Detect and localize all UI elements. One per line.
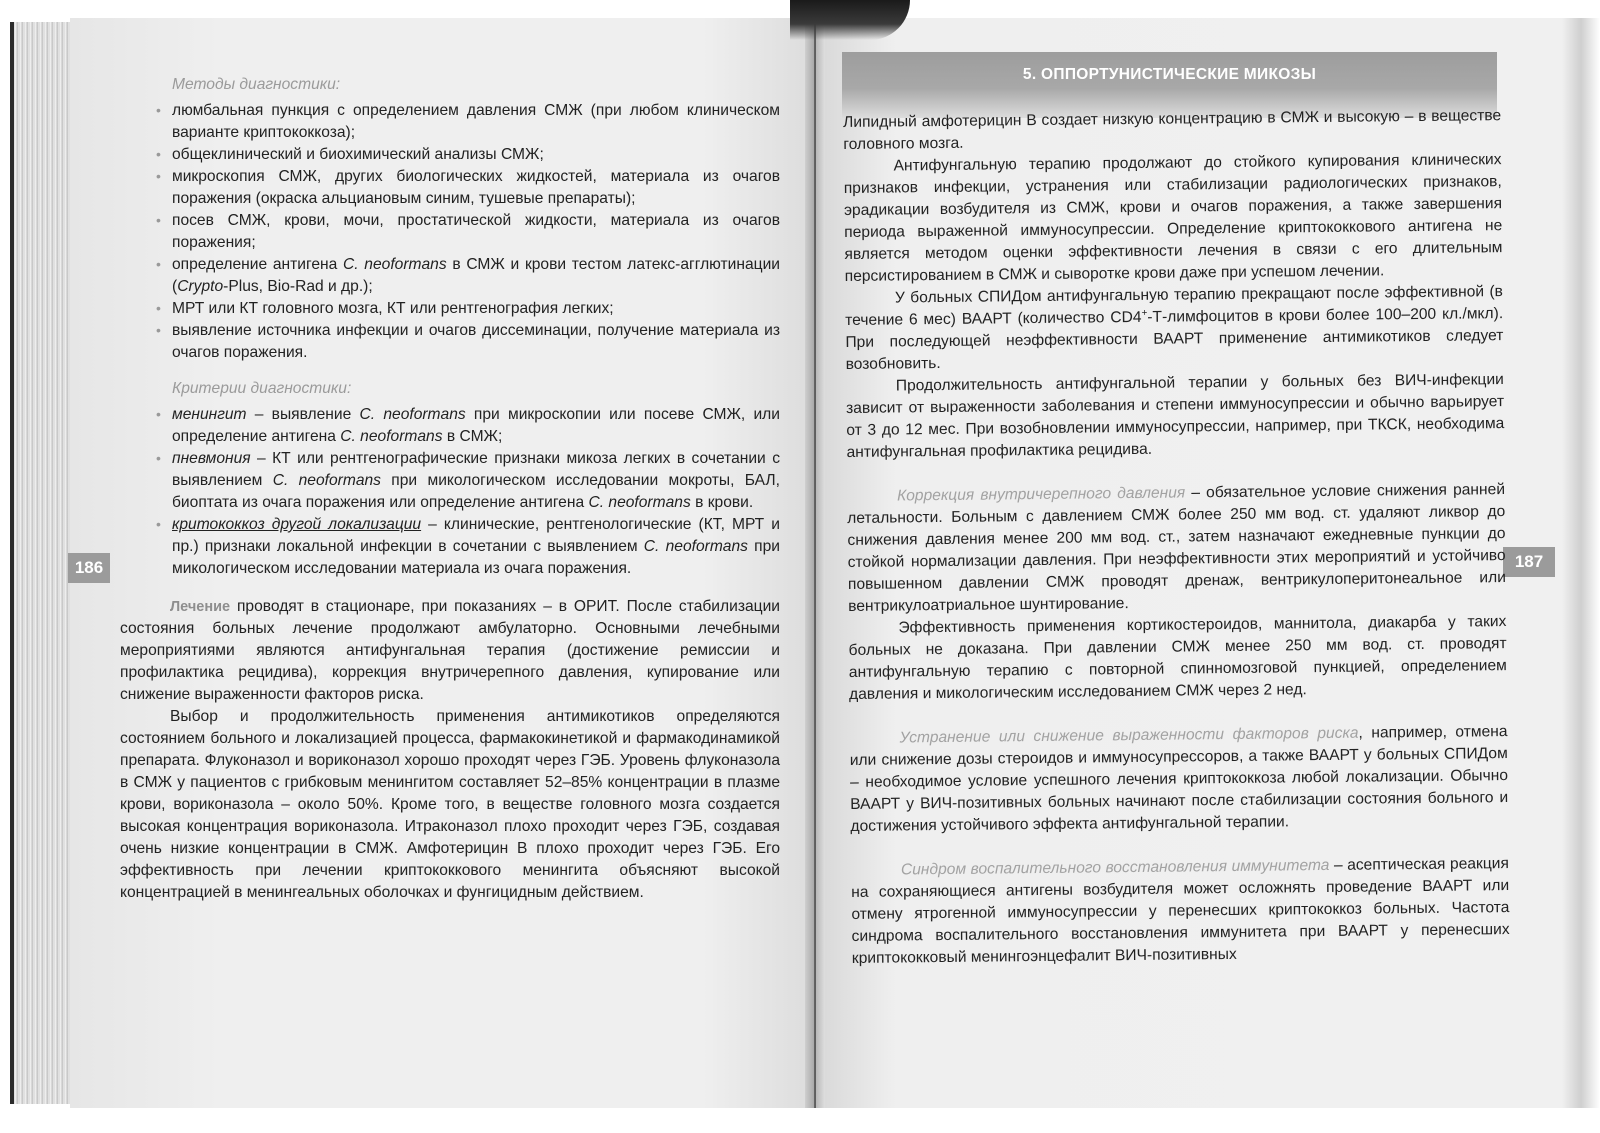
paragraph: Липидный амфотерицин В создает низкую концентрацию в СМЖ и высокую – в веществе головного мозга.	[843, 107, 1502, 153]
list-item: • микроскопия СМЖ, других биологических жидкостей, материала из очагов поражения (окраска альциановым синим, тушевые препараты);	[172, 166, 780, 210]
criteria-meningitis: • менингит – выявление C. neoformans при микроскопии или посеве СМЖ, или определение антигена C. neoformans в СМЖ;	[172, 404, 780, 448]
paragraph: У больных СПИДом антифунгальную терапию прекращают после эффективной (в течение 6 мес) ВААРТ (количество CD4+-Т-лимфоцитов в крови более 100–200 кл./мкл). При последующей неэффективности ВААРТ применение антимикотиков следует возобновить.	[845, 283, 1504, 373]
page-number-left: 186	[68, 553, 110, 583]
criteria-heading: Критерии диагностики:	[172, 380, 352, 397]
list-item: • посев СМЖ, крови, мочи, простатической жидкости, материала из очагов поражения;	[172, 210, 780, 254]
paragraph: Коррекция внутричерепного давления – обязательное условие снижения ранней летальности. Больным с давлением СМЖ более 250 мм вод. ст. удаляют ликвор до снижения давления менее 200 мм вод. ст., затем назначают ежедневные пункции до стойкой нормализации давления. При неэффективности этих мероприятий и устойчиво повышенном давлении СМЖ проводят дренаж, вентрикулоперитонеальное или вентрикулоатриальное шунтирование.	[847, 481, 1507, 615]
paragraph: Продолжительность антифунгальной терапии у больных без ВИЧ-инфекции зависит от выраженности заболевания и степени иммуносупрессии и обычно варьирует от 3 до 12 мес. При возобновлении иммуносупрессии, например, при ТКСК, необходима антифунгальная профилактика рецидива.	[846, 371, 1505, 461]
list-item: • общеклинический и биохимический анализы СМЖ;	[172, 144, 780, 166]
right-edge	[1562, 18, 1600, 1108]
criteria-other: • критококкоз другой локализации – клинические, рентгенологические (КТ, МРТ и пр.) признаки локальной инфекции в сочетании с выявлением C. neoformans при микологическом исследовании материала из очага поражения.	[172, 514, 780, 580]
criteria-pneumonia: • пневмония – КТ или рентгенографические признаки микоза легких в сочетании с выявлением C. neoformans при микологическом исследовании мокроты, БАЛ, биоптата из очага поражения или определение антигена C. neoformans в крови.	[172, 448, 780, 514]
page-edges	[14, 22, 70, 1104]
chapter-title: 5. ОППОРТУНИСТИЧЕСКИЕ МИКОЗЫ	[1022, 66, 1317, 83]
list-item: • выявление источника инфекции и очагов диссеминации, получение материала из очагов поражения.	[172, 320, 780, 364]
criteria-list	[120, 404, 780, 580]
paragraph: Антифунгальную терапию продолжают до стойкого купирования клинических признаков инфекции, устранения или стабилизации радиологических признаков, эрадикации возбудителя из СМЖ, крови и очагов поражения, а также завершения периода выраженной иммуносупрессии. Определение криптококкового антигена не является методом оценки эффективности лечения в связи с его длительным персистированием в СМЖ и сыворотке крови даже при успешом лечении.	[843, 151, 1503, 285]
methods-list	[120, 100, 780, 364]
page-number-right: 187	[1503, 547, 1555, 577]
choice-paragraph: Выбор и продолжительность применения антимикотиков определяются состоянием больного и локализацией процесса, фармакокинетикой и фармакодинамикой препарата. Флуконазол и вориконазол хорошо проходят через ГЭБ. Уровень флуконазола в СМЖ у пациентов с грибковым менингитом составляет 52–85% концентрации в плазме крови, вориконазола – около 50%. Кроме того, в веществе головного мозга создается высокая концентрация вориконазола. Итраконазол плохо проходит через ГЭБ, создавая очень низкие концентрации в СМЖ. Амфотерицин В плохо проходит через ГЭБ. Его эффективность при лечении криптококкового менингита объясняют высокой концентрацией в менингеальных оболочках и фунгицидным действием.	[120, 708, 780, 901]
methods-heading: Методы диагностики:	[172, 76, 341, 93]
treatment-paragraph: Лечение проводят в стационаре, при показаниях – в ОРИТ. После стабилизации состояния больных лечение продолжают амбулаторно. Основными лечебными мероприятиями являются антифунгальная терапия (достижение ремиссии и профилактика рецидива), коррекция внутричерепного давления, купирование или снижение выраженности факторов риска.	[120, 598, 780, 703]
list-item: • МРТ или КТ головного мозга, КТ или рентгенография легких;	[172, 298, 780, 320]
list-item: • люмбальная пункция с определением давления СМЖ (при любом клиническом варианте криптококкоза);	[172, 100, 780, 144]
right-page-text	[843, 105, 1510, 970]
left-page-text	[120, 74, 780, 904]
book-gutter	[805, 18, 825, 1108]
paragraph: Эффективность применения кортикостероидов, маннитола, диакарба у таких больных не доказана. При давлении СМЖ менее 250 мм вод. ст. проводят антифунгальную терапию с повторной спинномозговой пункцией, определением давления и микологическим исследованием СМЖ через 2 нед.	[848, 613, 1507, 703]
paragraph: Синдром воспалительного восстановления иммунитета – асептическая реакция на сохраняющиеся антигены возбудителя может осложнять проведение ВААРТ или отмену ятрогенной иммуносупрессии у перенесших криптококкоз больных. Частота синдрома воспалительного восстановления иммунитета при ВААРТ у перенесших криптококковый менингоэнцефалит ВИЧ-позитивных	[851, 855, 1510, 967]
list-item-antigen: • определение антигена C. neoformans в СМЖ и крови тестом латекс-агглютинации (Crypto-Plus, Bio-Rad и др.);	[172, 254, 780, 298]
paragraph: Устранение или снижение выраженности факторов риска, например, отмена или снижение дозы стероидов и иммуносупрессоров, а также ВААРТ у больных СПИДом – необходимое условие успешного лечения криптококкоза любой локализации. Обычно ВААРТ у ВИЧ-позитивных больных начинают после стабилизации состояния больного и достижения устойчивого эффекта антифунгальной терапии.	[849, 723, 1509, 835]
treatment-lead: Лечение	[170, 599, 231, 615]
